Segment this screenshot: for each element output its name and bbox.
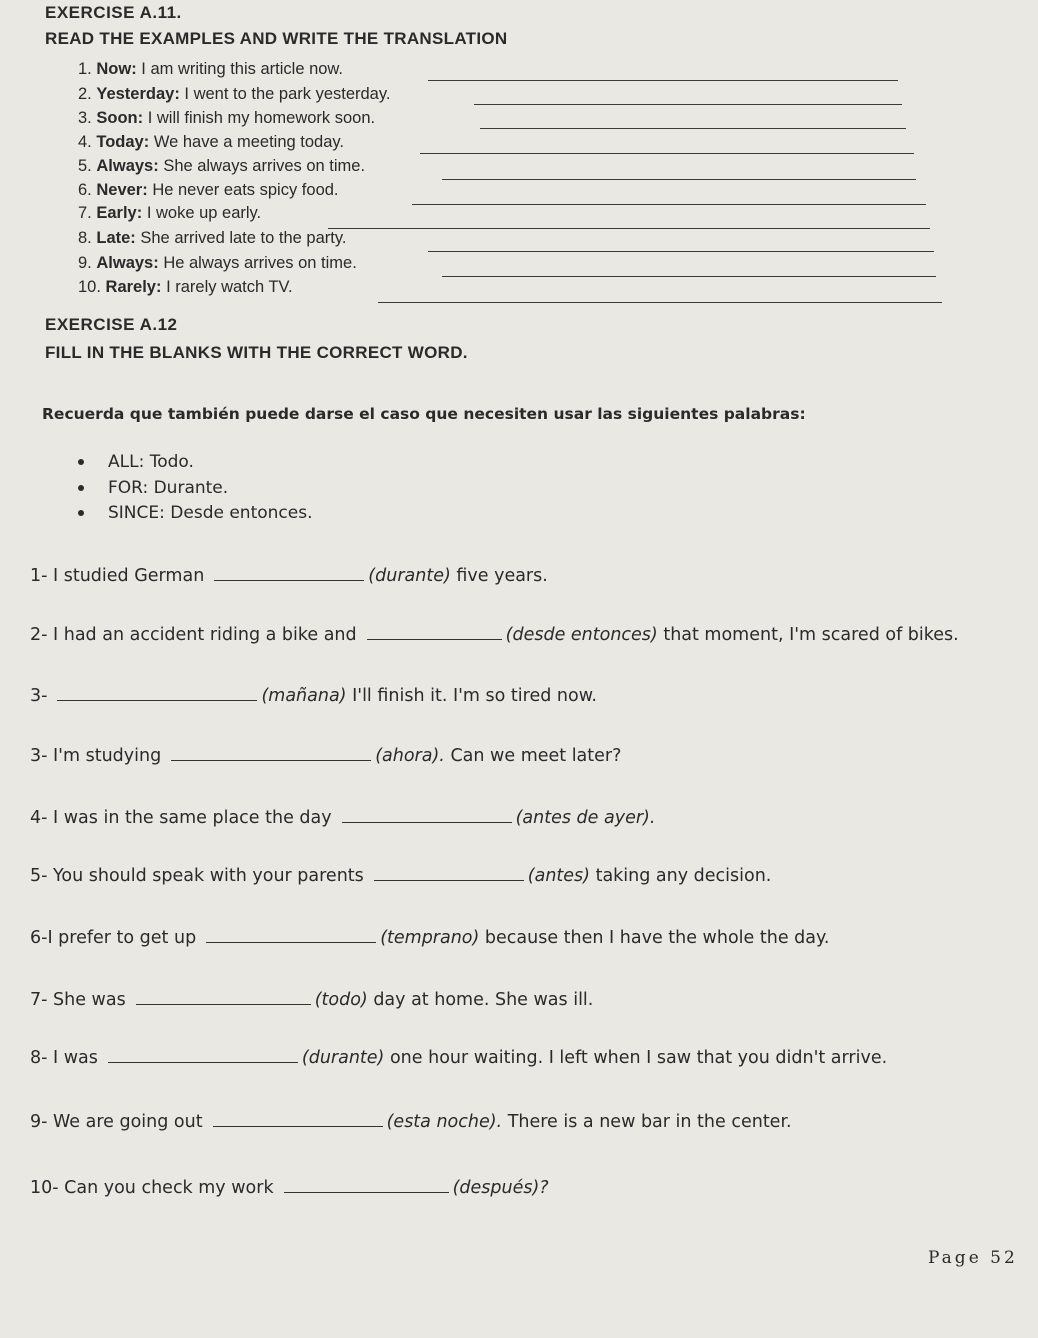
fill-sentence: 3- (mañana) I'll finish it. I'm so tired now. xyxy=(30,686,597,706)
answer-line[interactable] xyxy=(442,179,916,180)
answer-line[interactable] xyxy=(412,204,926,205)
bullet-item: FOR: Durante. xyxy=(78,478,228,498)
fill-blank[interactable] xyxy=(342,821,512,823)
page-number-value: 52 xyxy=(990,1248,1018,1268)
translation-item: 1. Now: I am writing this article now. xyxy=(78,60,344,78)
translation-item: 5. Always: She always arrives on time. xyxy=(78,157,366,175)
fill-sentence: 10- Can you check my work (después)? xyxy=(30,1178,549,1198)
fill-sentence: 8- I was (durante) one hour waiting. I left when I saw that you didn't arrive. xyxy=(30,1048,888,1068)
bullet-dot xyxy=(78,485,84,491)
fill-blank[interactable] xyxy=(367,638,502,640)
answer-line[interactable] xyxy=(428,80,898,81)
fill-blank[interactable] xyxy=(213,1125,383,1127)
answer-line[interactable] xyxy=(474,104,902,105)
fill-blank[interactable] xyxy=(214,579,364,581)
fill-sentence: 5- You should speak with your parents (antes) taking any decision. xyxy=(30,866,772,886)
fill-sentence: 7- She was (todo) day at home. She was ill. xyxy=(30,990,594,1010)
fill-sentence: 3- I'm studying (ahora). Can we meet later? xyxy=(30,746,622,766)
fill-blank[interactable] xyxy=(284,1191,449,1193)
fill-blank[interactable] xyxy=(171,759,371,761)
answer-line[interactable] xyxy=(328,228,930,229)
answer-line[interactable] xyxy=(428,251,934,252)
translation-item: 10. Rarely: I rarely watch TV. xyxy=(78,278,293,296)
translation-item: 7. Early: I woke up early. xyxy=(78,204,262,222)
answer-line[interactable] xyxy=(420,153,914,154)
bullet-item: SINCE: Desde entonces. xyxy=(78,503,312,523)
translation-item: 8. Late: She arrived late to the party. xyxy=(78,229,347,247)
page-label: Page xyxy=(928,1248,982,1268)
translation-item: 9. Always: He always arrives on time. xyxy=(78,254,357,272)
fill-sentence: 4- I was in the same place the day (antes de ayer). xyxy=(30,808,656,828)
translation-item: 2. Yesterday: I went to the park yesterday. xyxy=(78,85,391,103)
answer-line[interactable] xyxy=(442,276,936,277)
fill-sentence: 2- I had an accident riding a bike and (desde entonces) that moment, I'm scared of bikes. xyxy=(30,625,959,645)
translation-item: 3. Soon: I will finish my homework soon. xyxy=(78,109,376,127)
translation-item: 6. Never: He never eats spicy food. xyxy=(78,181,339,199)
page-number xyxy=(928,1248,1018,1268)
fill-sentence: 1- I studied German (durante) five years. xyxy=(30,566,548,586)
exercise-a11-title: EXERCISE A.11. xyxy=(45,3,182,22)
fill-blank[interactable] xyxy=(108,1061,298,1063)
exercise-a12-title: EXERCISE A.12 xyxy=(45,315,178,334)
fill-sentence: 6-I prefer to get up (temprano) because then I have the whole the day. xyxy=(30,928,830,948)
bullet-dot xyxy=(78,459,84,465)
fill-blank[interactable] xyxy=(206,941,376,943)
fill-blank[interactable] xyxy=(374,879,524,881)
fill-sentence: 9- We are going out (esta noche). There is a new bar in the center. xyxy=(30,1112,792,1132)
exercise-a12-instruction: FILL IN THE BLANKS WITH THE CORRECT WORD. xyxy=(45,343,468,362)
bullet-item: ALL: Todo. xyxy=(78,452,194,472)
answer-line[interactable] xyxy=(480,128,906,129)
translation-item: 4. Today: We have a meeting today. xyxy=(78,133,344,151)
fill-blank[interactable] xyxy=(136,1003,311,1005)
exercise-a11-instruction: READ THE EXAMPLES AND WRITE THE TRANSLATION xyxy=(45,29,508,48)
fill-blank[interactable] xyxy=(57,699,257,701)
bullet-dot xyxy=(78,510,84,516)
answer-line[interactable] xyxy=(378,302,942,303)
instruction-note: Recuerda que también puede darse el caso que necesiten usar las siguientes palabras: xyxy=(42,405,806,423)
